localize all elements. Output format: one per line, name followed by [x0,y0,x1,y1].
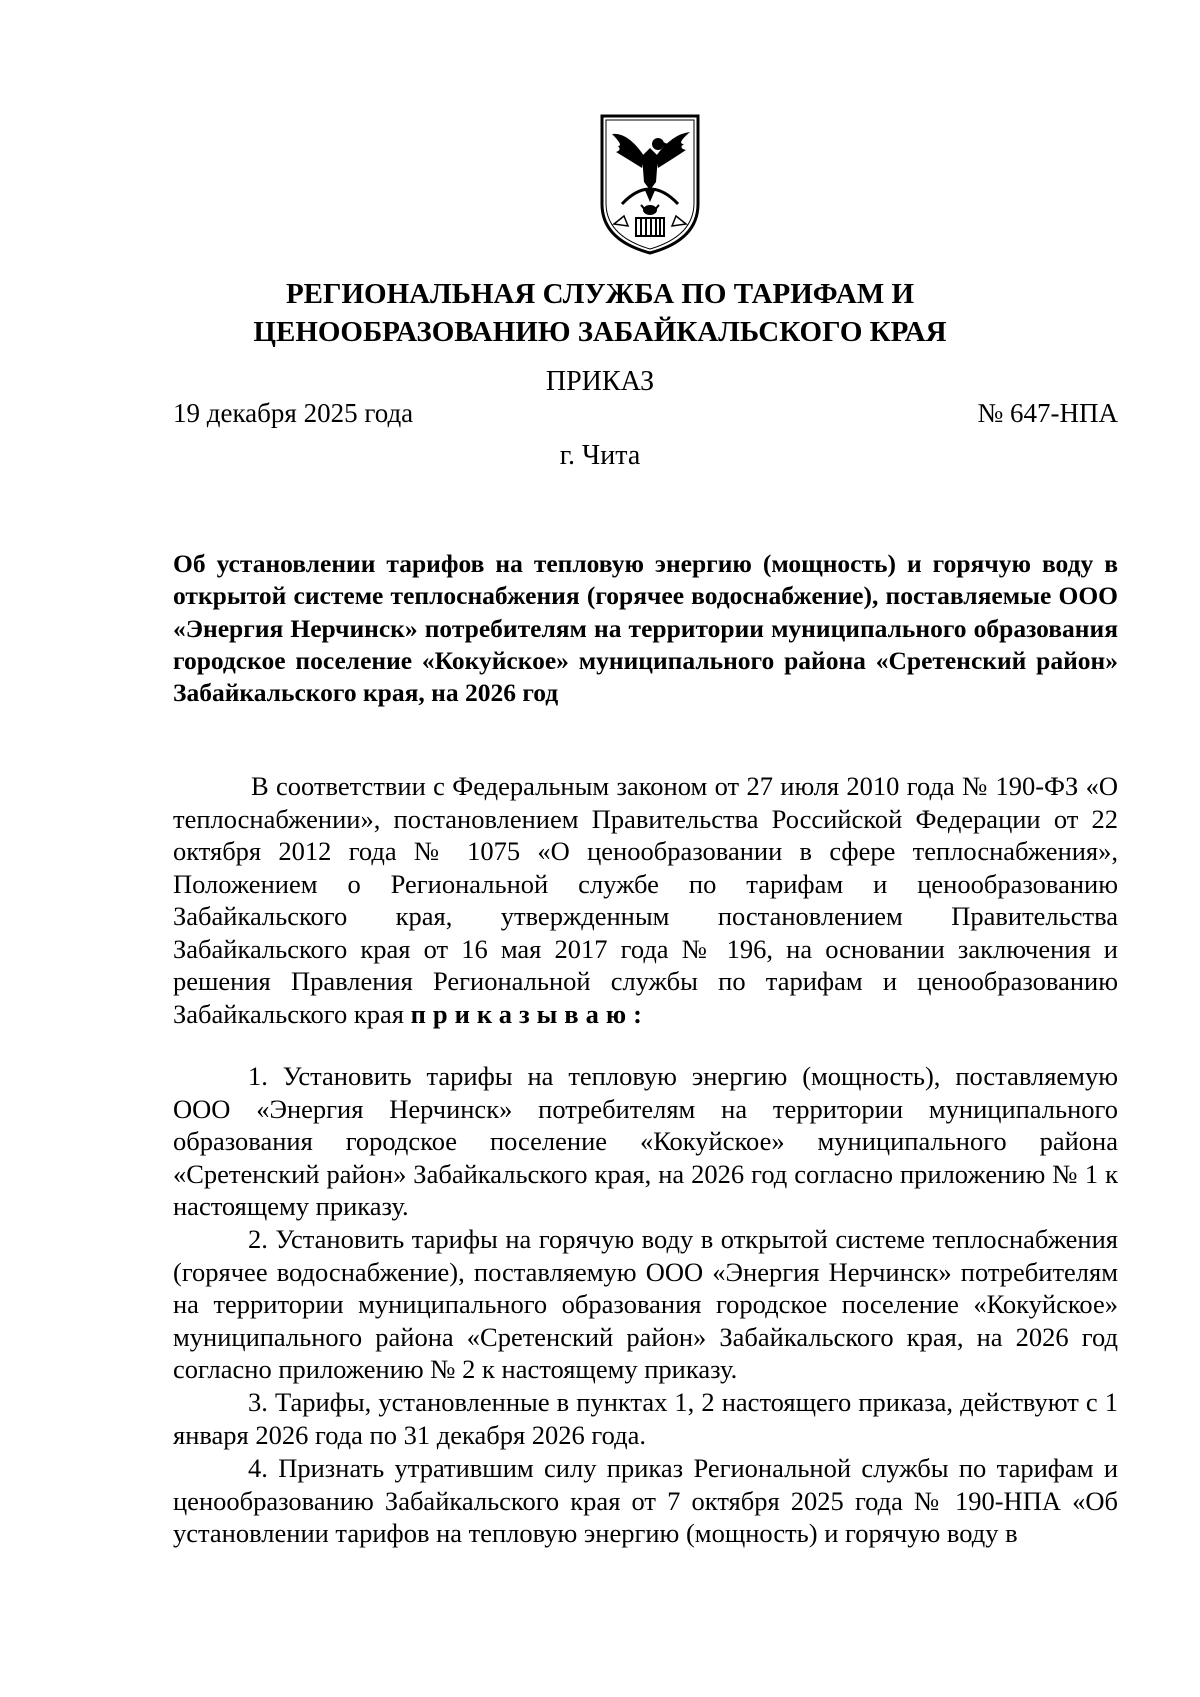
order-item-4: 4. Признать утратившим силу приказ Региональной службы по тарифам и ценообразованию Забайкальского края от 7 октября 2025 года № 190-НПА «Об установлении тарифов на тепловую энергию (мощность) и горячую воду в [173,1453,1118,1548]
document-number: № 647-НПА [977,398,1118,428]
document-city: г. Чита [559,440,641,471]
coat-of-arms-icon [598,112,702,257]
document-title: Об установлении тарифов на тепловую энергию (мощность) и горячую воду в открытой системе теплоснабжения (горячее водоснабжение), поставляемые ООО «Энергия Нерчинск» потребителям на территории муниципального образования городское поселение «Кокуйское» муниципального района «Сретенский район» Забайкальского края, на 2026 год [173,549,1118,708]
preamble-paragraph [173,770,1118,1030]
order-word: приказываю: [410,998,649,1029]
organization-name-line1: РЕГИОНАЛЬНАЯ СЛУЖБА ПО ТАРИФАМ И [285,278,915,310]
document-date: 19 декабря 2025 года [173,398,414,428]
organization-name [150,275,1050,351]
organization-name-line2: ЦЕНООБРАЗОВАНИЮ ЗАБАЙКАЛЬСКОГО КРАЯ [253,316,947,348]
order-item-2: 2. Установить тарифы на горячую воду в открытой системе теплоснабжения (горячее водоснабжение), поставляемую ООО «Энергия Нерчинск» потребителям на территории муниципального образования городское поселение «Кокуйское» муниципального района «Сретенский район» Забайкальского края, на 2026 год согласно приложению № 2 к настоящему приказу. [173,1224,1118,1384]
order-item-3: 3. Тарифы, установленные в пунктах 1, 2 настоящего приказа, действуют с 1 января 2026 года по 31 декабря 2026 года. [173,1387,1118,1450]
order-item-1: 1. Установить тарифы на тепловую энергию (мощность), поставляемую ООО «Энергия Нерчинск» потребителям на территории муниципального образования городское поселение «Кокуйское» муниципального района «Сретенский район» Забайкальского края, на 2026 год согласно приложению № 1 к настоящему приказу. [173,1061,1118,1221]
document-type: ПРИКАЗ [545,366,655,397]
preamble-text: В соответствии с Федеральным законом от 27 июля 2010 года № 190-ФЗ «О теплоснабжении», постановлением Правительства Российской Федерации от 22 октября 2012 года № 1075 «О ценообразовании в сфере теплоснабжения», Положением о Региональной службе по тарифам и ценообразованию Забайкальского края, утвержденным постановлением Правительства Забайкальского края от 16 мая 2017 года № 196, на основании заключения и решения Правления Региональной службы по тарифам и ценообразованию Забайкальского края [173,771,1118,1029]
